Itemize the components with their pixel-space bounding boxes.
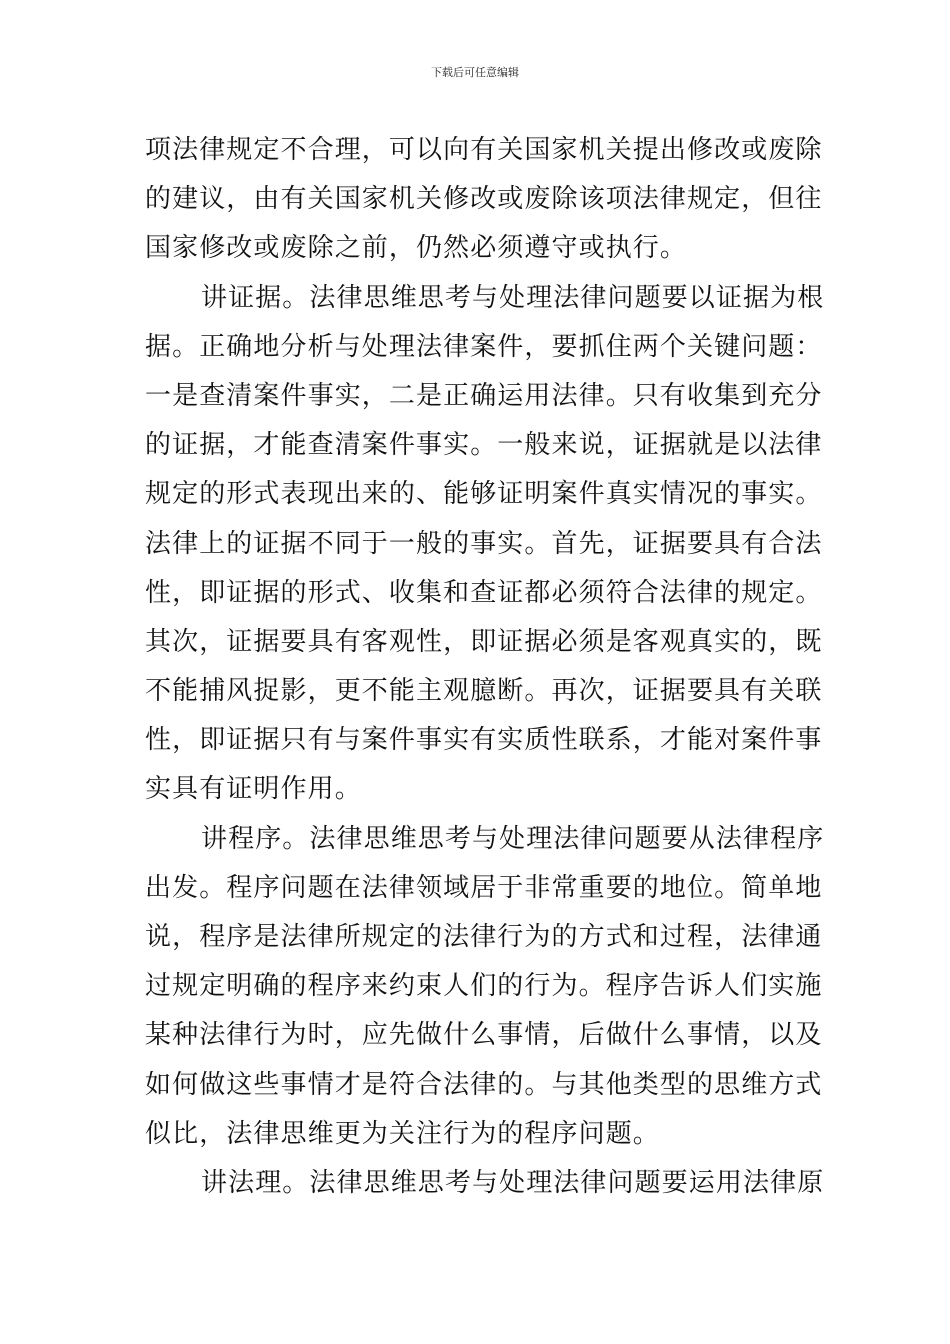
text-line: 性，即证据的形式、收集和查证都必须符合法律的规定。 bbox=[145, 577, 823, 608]
text-line: 似比，法律思维更为关注行为的程序问题。 bbox=[145, 1118, 660, 1149]
text-line: 实具有证明作用。 bbox=[145, 774, 362, 805]
text-line: 出发。程序问题在法律领域居于非常重要的地位。简单地 bbox=[145, 872, 823, 903]
text-line: 其次，证据要具有客观性，即证据必须是客观真实的，既 bbox=[145, 626, 823, 657]
text-line: 的建议，由有关国家机关修改或废除该项法律规定，但往 bbox=[145, 184, 823, 215]
text-line: 规定的形式表现出来的、能够证明案件真实情况的事实。 bbox=[145, 479, 823, 510]
text-line: 一是查清案件事实，二是正确运用法律。只有收集到充分 bbox=[145, 380, 823, 411]
text-line: 性，即证据只有与案件事实有实质性联系，才能对案件事 bbox=[145, 725, 823, 756]
text-line: 项法律规定不合理，可以向有关国家机关提出修改或废除 bbox=[145, 135, 823, 165]
text-line: 不能捕风捉影，更不能主观臆断。再次，证据要具有关联 bbox=[145, 676, 823, 707]
page-header: 下载后可任意编辑 bbox=[431, 66, 519, 79]
text-line: 的证据，才能查清案件事实。一般来说，证据就是以法律 bbox=[145, 430, 823, 461]
paragraph-first-line: 讲法理。法律思维思考与处理法律问题要运用法律原 bbox=[201, 1167, 825, 1198]
text-line: 说，程序是法律所规定的法律行为的方式和过程，法律通 bbox=[145, 922, 823, 952]
text-line: 法律上的证据不同于一般的事实。首先，证据要具有合法 bbox=[145, 528, 823, 559]
document-body bbox=[145, 126, 825, 1208]
text-line: 如何做这些事情才是符合法律的。与其他类型的思维方式 bbox=[145, 1069, 823, 1100]
text-line: 国家修改或废除之前，仍然必须遵守或执行。 bbox=[145, 233, 688, 264]
paragraph-first-line: 讲证据。法律思维思考与处理法律问题要以证据为根 bbox=[201, 282, 825, 313]
text-line: 过规定明确的程序来约束人们的行为。程序告诉人们实施 bbox=[145, 971, 823, 1002]
text-line: 据。正确地分析与处理法律案件，要抓住两个关键问题： bbox=[145, 331, 823, 362]
text-line: 某种法律行为时，应先做什么事情，后做什么事情，以及 bbox=[145, 1020, 823, 1051]
paragraph-first-line: 讲程序。法律思维思考与处理法律问题要从法律程序 bbox=[201, 823, 825, 854]
